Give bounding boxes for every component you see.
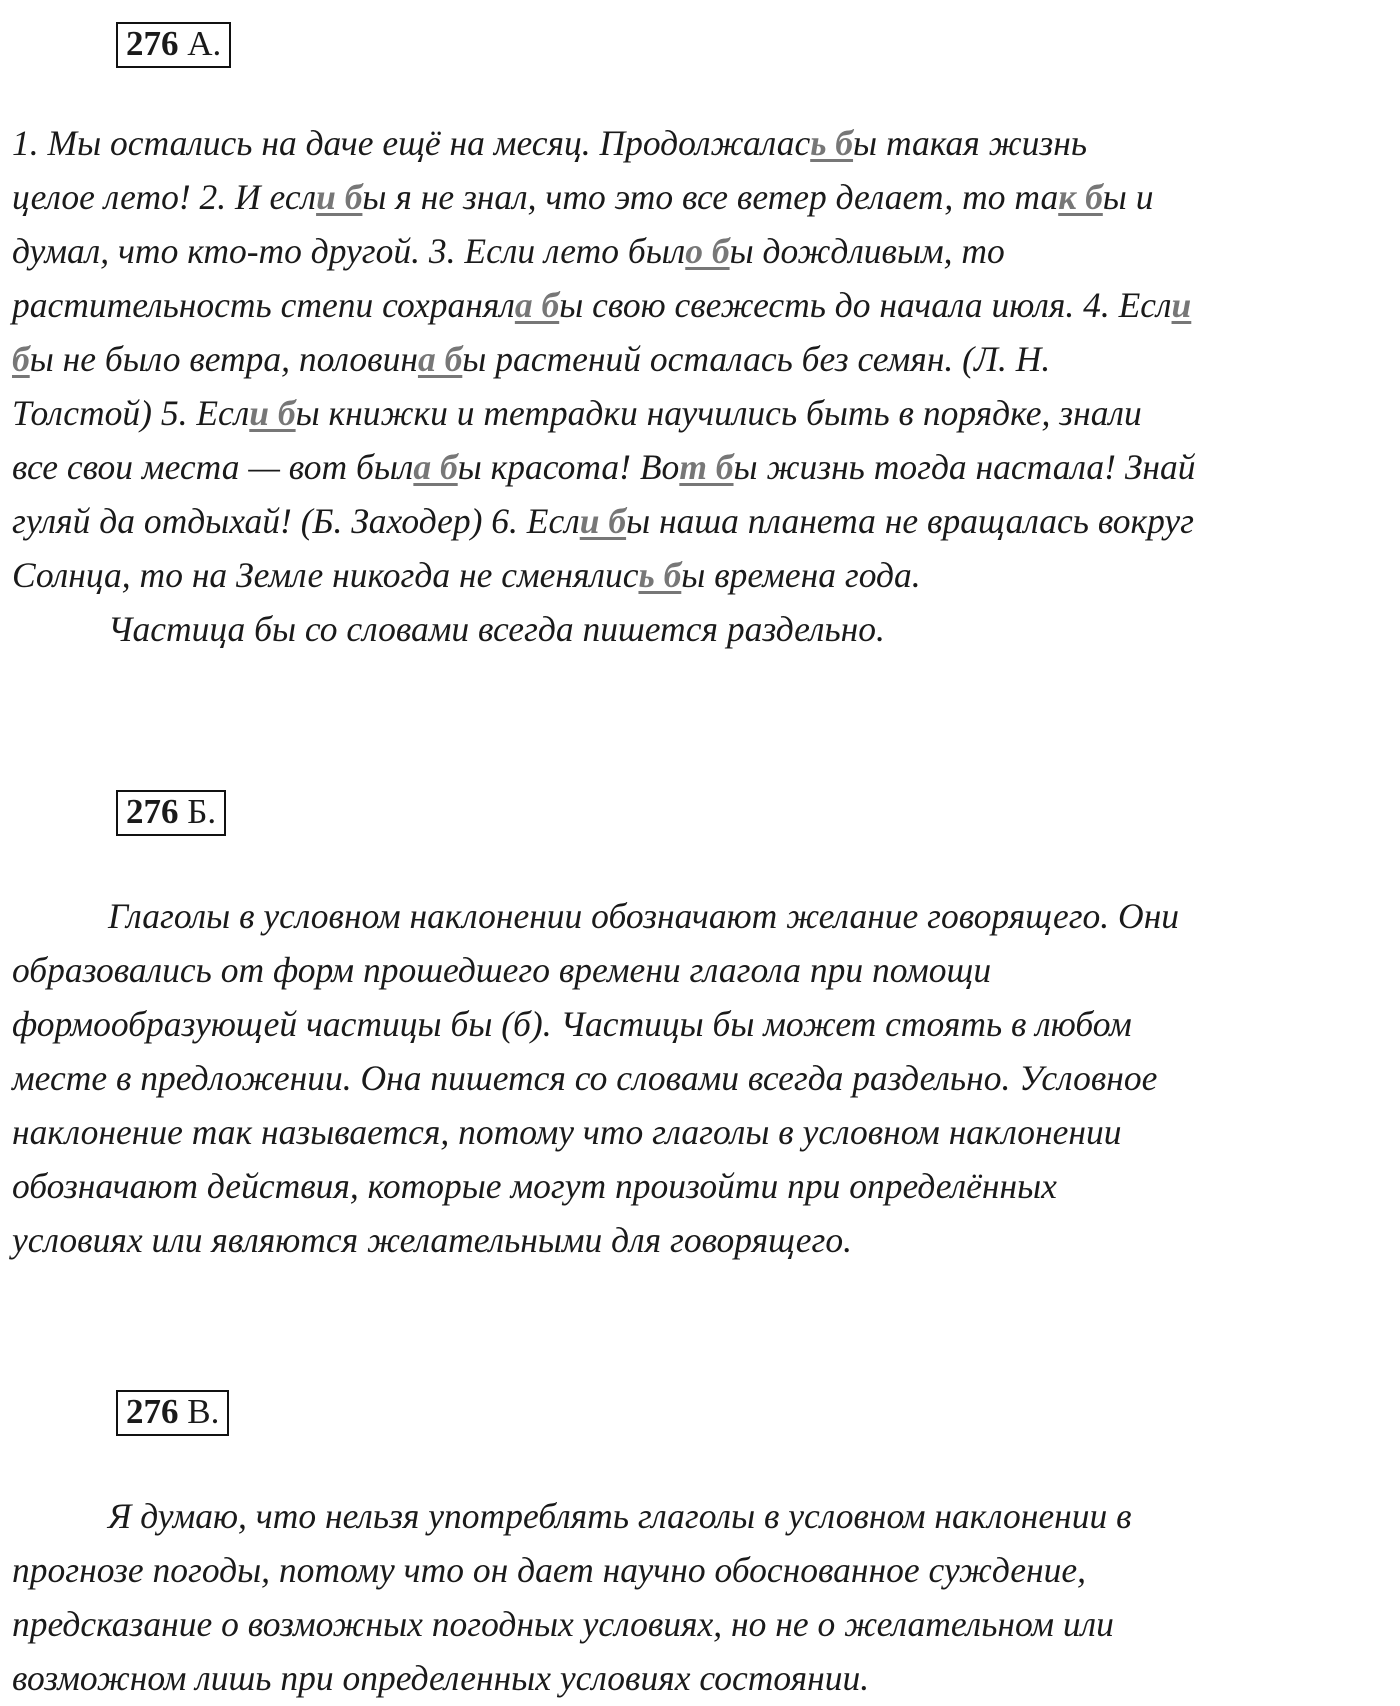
text-segment: возможном лишь при определенных условиях состоянии. <box>12 1658 870 1698</box>
exercise-letter: Б. <box>178 792 217 831</box>
text-segment: ы красота! Во <box>457 447 680 487</box>
text-line <box>12 494 1392 548</box>
text-line <box>12 1051 1392 1105</box>
text-segment: прогнозе погоды, потому что он дает научно обоснованное суждение, <box>12 1550 1087 1590</box>
text-segment: формообразующей частицы бы (б). Частицы бы может стоять в любом <box>12 1004 1132 1044</box>
highlighted-letters: ь б <box>638 555 682 595</box>
text-segment: наклонение так называется, потому что глаголы в условном наклонении <box>12 1112 1122 1152</box>
text-segment: ы наша планета не вращалась вокруг <box>626 501 1195 541</box>
exercise-number: 276 <box>126 792 179 831</box>
text-line <box>12 1159 1392 1213</box>
highlighted-letters: и б <box>249 393 296 433</box>
text-line <box>12 1489 1392 1543</box>
text-line <box>12 602 1392 656</box>
text-line <box>12 332 1392 386</box>
exercise-letter: А. <box>178 24 222 63</box>
text-line <box>12 1651 1392 1705</box>
highlighted-letters: и <box>1171 285 1192 325</box>
text-segment: гуляй да отдыхай! (Б. Заходер) 6. Есл <box>12 501 580 541</box>
text-segment: целое лето! 2. И есл <box>12 177 317 217</box>
text-segment: образовались от форм прошедшего времени глагола при помощи <box>12 950 992 990</box>
highlighted-letters: а б <box>413 447 458 487</box>
text-segment: ы не было ветра, половин <box>29 339 418 379</box>
text-line <box>12 997 1392 1051</box>
text-segment: ы времена года. <box>681 555 921 595</box>
text-line <box>12 1597 1392 1651</box>
text-segment: условиях или являются желательными для говорящего. <box>12 1220 852 1260</box>
text-segment: ы такая жизнь <box>853 123 1088 163</box>
highlighted-letters: ь б <box>810 123 854 163</box>
highlighted-letters: б <box>12 339 30 379</box>
text-line <box>12 170 1392 224</box>
text-segment: ы дождливым, то <box>729 231 1005 271</box>
text-line <box>12 943 1392 997</box>
text-segment: ы растений осталась без семян. (Л. Н. <box>462 339 1051 379</box>
text-line <box>12 386 1392 440</box>
highlighted-letters: а б <box>417 339 463 379</box>
text-segment: Глаголы в условном наклонении обозначают желание говорящего. Они <box>108 896 1180 936</box>
text-segment: Частица бы со словами всегда пишется раздельно. <box>108 609 885 649</box>
exercise-label-276a <box>116 22 231 68</box>
text-segment: Солнца, то на Земле никогда не сменялис <box>12 555 639 595</box>
exercise-label-276v <box>116 1390 229 1436</box>
exercise-276b-text <box>12 889 1392 1267</box>
exercise-number: 276 <box>126 1392 179 1431</box>
text-segment: предсказание о возможных погодных условиях, но не о желательном или <box>12 1604 1114 1644</box>
text-segment: ы свою свежесть до начала июля. 4. Есл <box>559 285 1172 325</box>
text-segment: обозначают действия, которые могут произойти при определённых <box>12 1166 1057 1206</box>
text-segment: ы книжки и тетрадки научились быть в порядке, знали <box>295 393 1142 433</box>
text-line <box>12 440 1392 494</box>
exercise-label-276b <box>116 790 226 836</box>
text-line <box>12 278 1392 332</box>
text-line <box>12 116 1392 170</box>
highlighted-letters: и б <box>579 501 627 541</box>
highlighted-letters: и б <box>316 177 363 217</box>
text-segment: ы жизнь тогда настала! Знай <box>733 447 1196 487</box>
text-segment: Я думаю, что нельзя употреблять глаголы в условном наклонении в <box>108 1496 1132 1536</box>
highlighted-letters: т б <box>679 447 734 487</box>
text-segment: ы я не знал, что это все ветер делает, то та <box>362 177 1059 217</box>
text-line <box>12 548 1392 602</box>
text-line <box>12 1105 1392 1159</box>
highlighted-letters: а б <box>514 285 560 325</box>
text-line <box>12 1543 1392 1597</box>
text-segment: 1. Мы остались на даче ещё на месяц. Продолжалас <box>12 123 811 163</box>
text-segment: ы и <box>1102 177 1154 217</box>
highlighted-letters: к б <box>1058 177 1103 217</box>
highlighted-letters: о б <box>685 231 730 271</box>
exercise-276a-text <box>12 116 1392 656</box>
text-segment: думал, что кто-то другой. 3. Если лето был <box>12 231 686 271</box>
exercise-number: 276 <box>126 24 179 63</box>
text-segment: растительность степи сохранял <box>12 285 515 325</box>
exercise-letter: В. <box>178 1392 220 1431</box>
exercise-276v-text <box>12 1489 1392 1705</box>
text-line <box>12 224 1392 278</box>
text-line <box>12 1213 1392 1267</box>
text-segment: Толстой) 5. Есл <box>12 393 250 433</box>
text-line <box>12 889 1392 943</box>
text-segment: месте в предложении. Она пишется со словами всегда раздельно. Условное <box>12 1058 1158 1098</box>
text-segment: все свои места — вот был <box>12 447 414 487</box>
